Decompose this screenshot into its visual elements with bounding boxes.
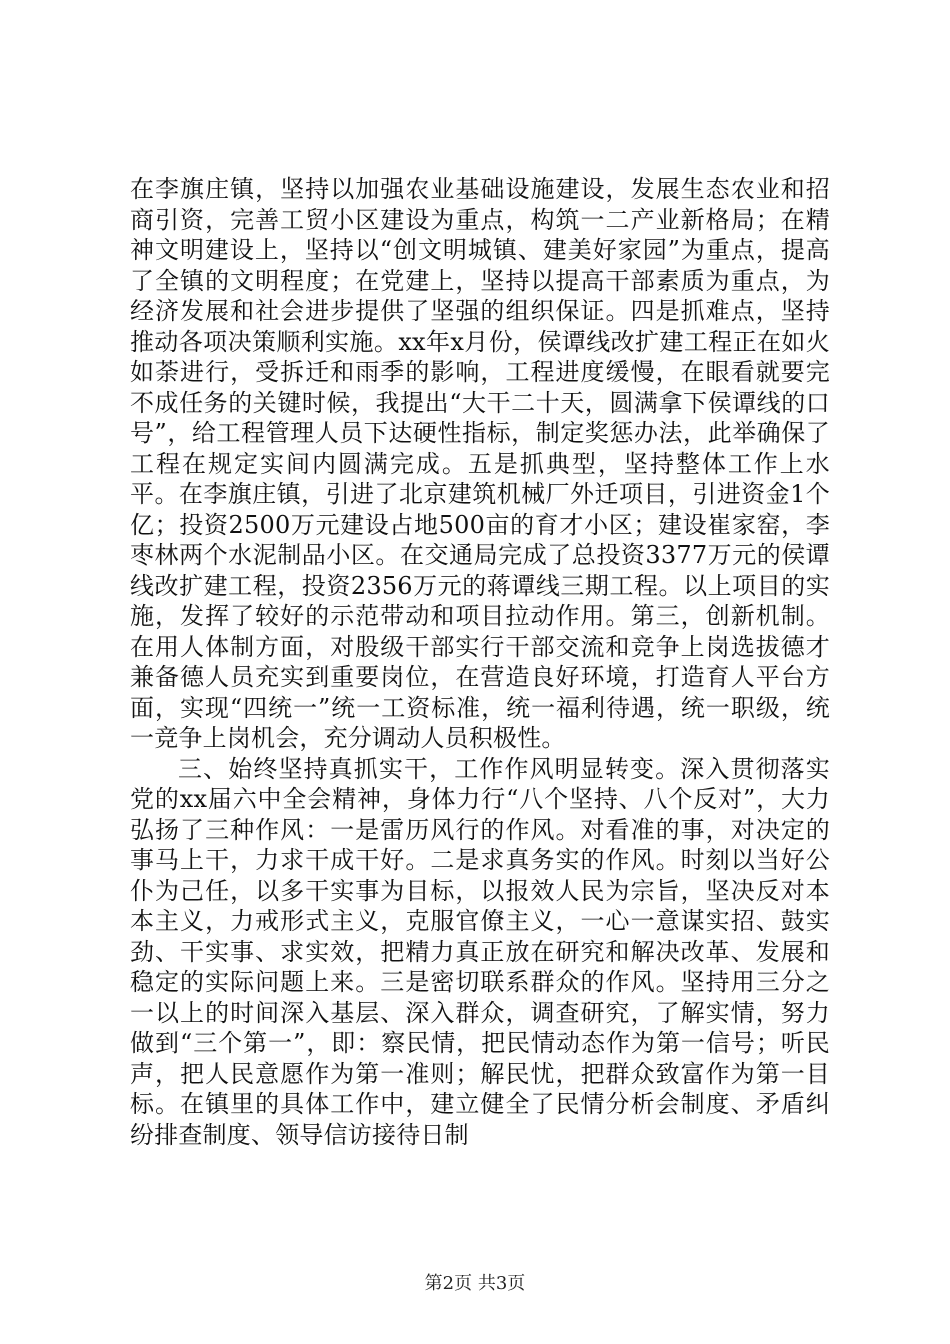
paragraph-2: 三、始终坚持真抓实干，工作作风明显转变。深入贯彻落实党的xx届六中全会精神，身体力行“八个坚持、八个反对”，大力弘扬了三种作风：一是雷历风行的作风。对看准的事，对决定的事马上干，力求干成干好。二是求真务实的作风。时刻以当好公仆为己任，以多干实事为目标，以报效人民为宗旨，坚决反对本本主义，力戒形式主义，克服官僚主义，一心一意谋实招、鼓实劲、干实事、求实效，把精力真正放在研究和解决改革、发展和稳定的实际问题上来。三是密切联系群众的作风。坚持用三分之一以上的时间深入基层、深入群众，调查研究，了解实情，努力做到“三个第一”，即：察民情，把民情动态作为第一信号；听民声，把人民意愿作为第一准则；解民忧，把群众致富作为第一目标。在镇里的具体工作中，建立健全了民情分析会制度、矛盾纠纷排查制度、领导信访接待日制 bbox=[130, 754, 830, 1149]
page-footer bbox=[0, 1273, 950, 1295]
page-indicator: 第2页 共3页 bbox=[424, 1273, 526, 1294]
document-body bbox=[130, 174, 830, 1150]
paragraph-1: 在李旗庄镇，坚持以加强农业基础设施建设，发展生态农业和招商引资，完善工贸小区建设为重点，构筑一二产业新格局；在精神文明建设上，坚持以“创文明城镇、建美好家园”为重点，提高了全镇的文明程度；在党建上，坚持以提高干部素质为重点，为经济发展和社会进步提供了坚强的组织保证。四是抓难点，坚持推动各项决策顺利实施。xx年x月份，侯谭线改扩建工程正在如火如荼进行，受拆迁和雨季的影响，工程进度缓慢，在眼看就要完不成任务的关键时候，我提出“大干二十天，圆满拿下侯谭线的口号”，给工程管理人员下达硬性指标，制定奖惩办法，此举确保了工程在规定实间内圆满完成。五是抓典型，坚持整体工作上水平。在李旗庄镇，引进了北京建筑机械厂外迁项目，引进资金1个亿；投资2500万元建设占地500亩的育才小区；建设崔家窑，李枣林两个水泥制品小区。在交通局完成了总投资3377万元的侯谭线改扩建工程，投资2356万元的蒋谭线三期工程。以上项目的实施，发挥了较好的示范带动和项目拉动作用。第三，创新机制。在用人体制方面，对股级干部实行干部交流和竞争上岗选拔德才兼备德人员充实到重要岗位，在营造良好环境，打造育人平台方面，实现“四统一”统一工资标准，统一福利待遇，统一职级，统一竞争上岗机会，充分调动人员积极性。 bbox=[130, 175, 830, 752]
